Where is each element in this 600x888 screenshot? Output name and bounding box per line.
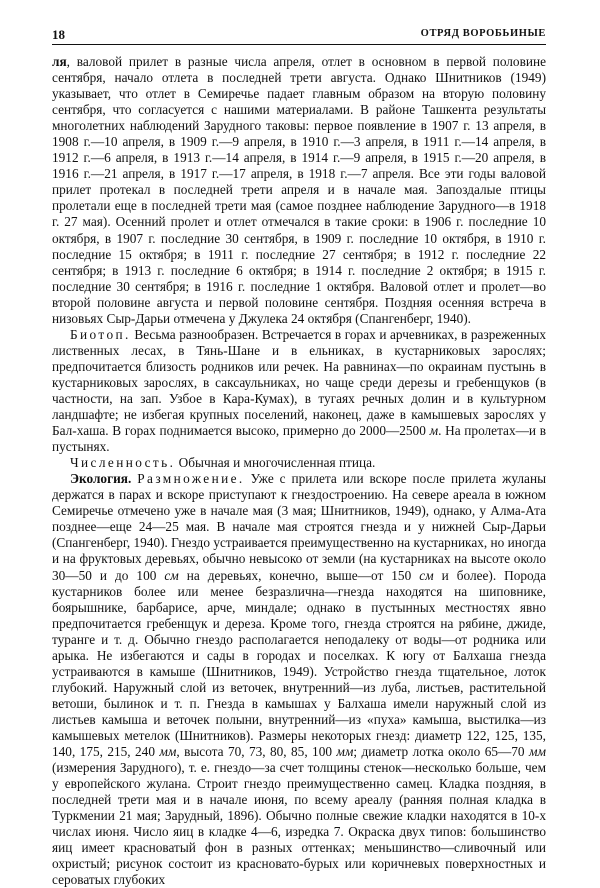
paragraph-text: , высота 70, 73, 80, 85, 100	[176, 744, 337, 760]
unit-label: мм	[336, 744, 354, 760]
section-heading-ecology: Экология.	[70, 471, 132, 487]
unit-label: м	[429, 423, 439, 439]
body-text	[52, 54, 546, 888]
paragraph-text: Весьма разнообразен. Встречается в горах и арчевниках, в разреженных лиственных лесах, в Тянь-Шане и в ельниках, в кустарниковых зарослях; предпочитается близость родников или речек. На равнинах—по окраинам пустынь в кустарниковых зарослях, в саксаульниках, но чаще среди дерезы и гребенщуков (в частности, на зап. Узбое в Кара-Кумах), в тугаях речных долин и в культурном ландшафте; не избегая крупных поселений, наконец, даже в камышевых зарослях у Бал-хаша. В горах поднимается высоко, примерно до 2000—2500	[52, 326, 546, 439]
paragraph-ecology	[52, 471, 546, 888]
section-heading-biotope: Биотоп.	[70, 326, 131, 342]
paragraph-text: (измерения Зарудного), т. е. гнездо—за счет толщины стенок—несколько больше, чем у европейского жулана. Строит гнездо преимущественно самец. Кладка поздняя, в последней трети мая и в начале июня, по всему ареалу (ранняя полная кладка в Туркмении 21 мая; Зарудный, 1896). Обычно полные свежие кладки находятся в 10-х числах июня. Число яиц в кладке 4—6, изредка 7. Окраска двух типов: большинство яиц имеет красноватый фон в разных оттенках; меньшинство—сливочный или охристый; рисунок состоит из красновато-бурых или коричневых поверхностных и сероватых глубоких	[52, 760, 546, 888]
unit-label: мм	[159, 744, 177, 760]
continued-word: ля	[52, 54, 67, 69]
unit-label: см	[164, 567, 179, 583]
running-head: ОТРЯД ВОРОБЬИНЫЕ	[420, 28, 546, 39]
paragraph-text: , валовой прилет в разные числа апреля, отлет в основном в первой половине сентября, начало отлета в последней трети августа. Однако Шнитников (1949) указывает, что отлет в Семиречье падает главным образом на вторую половину сентября, что согласуется с нашими материалами. В районе Ташкента результаты многолетних наблюдений Зарудного таковы: первое появление в 1907 г. 13 апреля, в 1908 г.—10 апреля, в 1909 г.—9 апреля, в 1910 г.—3 апреля, в 1911 г.—14 апреля, в 1912 г.—6 апреля, в 1913 г.—14 апреля, в 1914 г.—9 апреля, в 1915 г.—20 апреля, в 1916 г.—21 апреля, в 1917 г.—17 апреля, в 1918 г.—7 апреля. Все эти годы валовой прилет протекал в последней трети апреля и в начале мая. Запоздалые птицы пролетали еще в последней трети мая (самое позднее наблюдение Зарудного—в 1918 г. 27 мая). Осенний пролет и отлет отмечался в такие сроки: в 1906 г. последние 10 октября, в 1907 г. последние 30 сентября, в 1909 г. последние 10 октября, в 1910 г. последние 15 октября; в 1911 г. последние 27 сентября; в 1912 г. последние 22 сентября; в 1913 г. последние 6 октября; в 1914 г. последние 2 октября; в 1915 г. последние 30 сентября; в 1916 г. последние 1 октября. Валовой отлет и пролет—во второй половине августа и первой половине сентября. Поздняя осенняя встреча в низовьях Сыр-Дарьи отмечена у Джулека 24 октября (Спангенберг, 1940).	[52, 54, 546, 326]
paragraph-biotope	[52, 327, 546, 455]
section-subheading-breeding: Размножение.	[137, 471, 245, 487]
unit-label: мм	[529, 744, 546, 760]
paragraph-migration	[52, 54, 546, 327]
paragraph-text: . На пролетах—и в пустынях.	[52, 423, 546, 455]
page-header	[52, 28, 546, 45]
unit-label: см	[419, 567, 434, 583]
paragraph-text: ; диаметр лотка около 65—70	[353, 744, 529, 760]
paragraph-text: и более). Порода кустарников более или менее безразлична—гнезда находятся на шиповнике, боярышнике, барбарисе, арче, миндале; однако в пустынных местностях явно предпочитается гребенщук и дереза. Кроме того, гнезда строятся на рябине, джиде, туранге и т. д. Обычно гнездо располагается неподалеку от воды—от родника или арыка. Не избегаются и сады в городах и поселках. К югу от Балхаша гнезда устраиваются в камыше (Шнитников, 1949). Устройство гнезда тщательное, лоток глубокий. Наружный слой из веточек, внутренний—из луба, листьев, растительной ветоши, былинок и т. п. Гнезда в камышах у Балхаша имели наружный слой из листьев камыша и веточек полыни, внутренний—из «пуха» камыша, выстилка—из камышевых метелок (Шнитников). Размеры некоторых гнезд: диаметр 122, 125, 135, 140, 175, 215, 240	[52, 567, 546, 760]
paragraph-abundance	[52, 455, 546, 471]
page-number: 18	[52, 27, 65, 42]
paragraph-text: на деревьях, конечно, выше—от 150	[178, 567, 420, 583]
paragraph-text: Уже с прилета или вскоре после прилета жуланы держатся в парах и вскоре приступают к гнездостроению. На севере ареала в южном Семиречье отмечено уже в начале мая (3 мая; Шнитников, 1949), однако, у Алма-Ата позднее—еще 24—25 мая. В начале мая строятся гнезда и у нижней Сыр-Дарьи (Спангенберг, 1940). Гнездо устраивается преимущественно на кустарниках, но иногда и на фруктовых деревьях, обычно невысоко от земли (на кустарниках на высоте около 30—50 и до 100	[52, 471, 546, 583]
section-heading-abundance: Численность.	[70, 455, 176, 471]
paragraph-text: Обычная и многочисленная птица.	[175, 455, 376, 471]
